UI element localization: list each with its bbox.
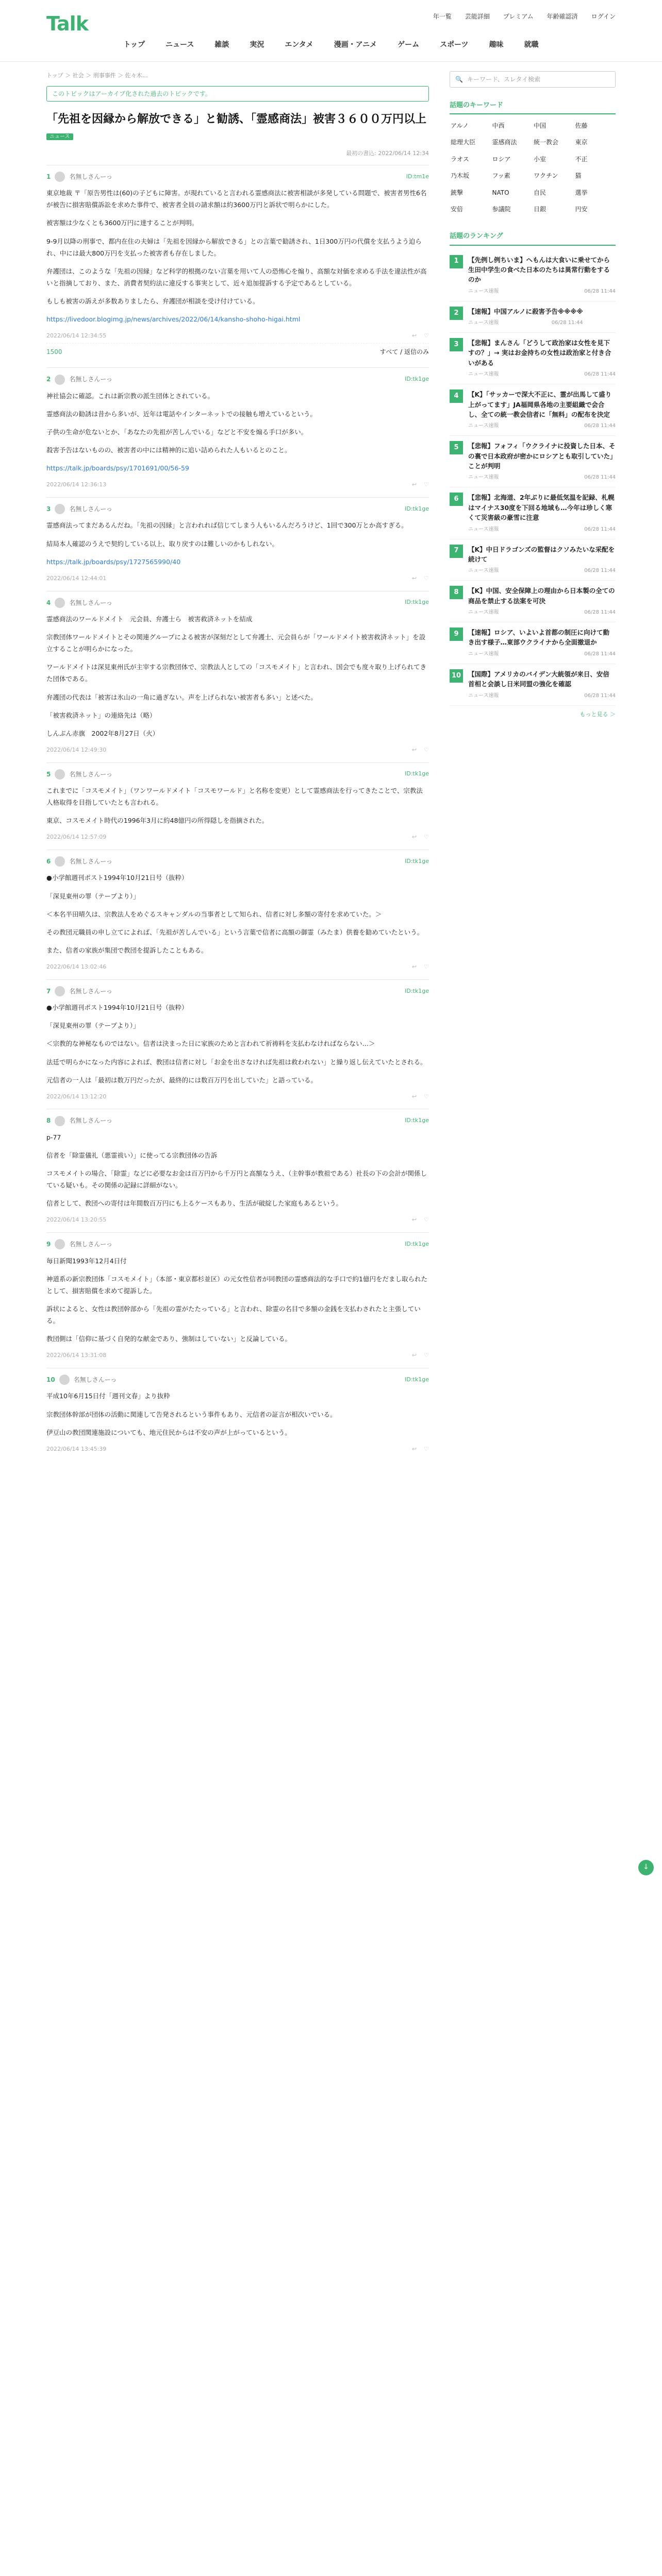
post-footer bbox=[46, 331, 429, 341]
reply-icon[interactable]: ↩ bbox=[411, 1216, 417, 1224]
post-paragraph: ワールドメイトは深見東州氏が主宰する宗教団体で、宗教法人としての「コスモメイト」と言われ、国会でも度々取り上げられてきた団体である。 bbox=[46, 663, 427, 683]
ranking-title[interactable]: 【K】中日ドラゴンズの監督はクソみたいな采配を続けて bbox=[468, 545, 615, 563]
ranking-title[interactable]: 【悲報】北海道、2年ぶりに最低気温を記録、札幌はマイナス30度を下回る地域も…今年は珍しく寒くて災害級の豪雪に注意 bbox=[468, 494, 615, 522]
post-paragraph: 教団側は「信仰に基づく自発的な献金であり、強制はしていない」と反論している。 bbox=[46, 1335, 292, 1343]
ranking-title[interactable]: 【速報】ロシア、いよいよ首都の制圧に向けて動き出す様子…東部ウクライナから全面撤退か bbox=[468, 629, 610, 647]
ranking-title[interactable]: 【K】「サッカーで深大不正に、霊が出馬して盛り上がってます」JA福岡県各地の主要組織で会合し、全ての統一教会信者に「無料」の配布を決定 bbox=[468, 391, 612, 418]
poster-name: 名無しさんーっ bbox=[69, 987, 112, 995]
site-logo[interactable]: Talk bbox=[46, 12, 88, 35]
ranking-date: 06/28 11:44 bbox=[584, 423, 616, 429]
post-item bbox=[46, 979, 429, 1109]
post-paragraph: 信者を「除霊儀礼（悪霊祓い）」に使ってる宗教団体の告訴 bbox=[46, 1151, 218, 1159]
keyword-item[interactable]: ロシア bbox=[492, 155, 511, 163]
keyword-item[interactable]: 統一教会 bbox=[534, 139, 559, 146]
post-list bbox=[46, 165, 429, 1462]
keyword-item[interactable]: 中西 bbox=[492, 122, 505, 130]
like-icon[interactable]: ♡ bbox=[424, 1445, 429, 1452]
post-header bbox=[46, 172, 429, 182]
ranking-body bbox=[468, 669, 616, 700]
chevron-down-icon: ↓ bbox=[643, 1863, 649, 1872]
top-links bbox=[433, 11, 616, 22]
ranking-body bbox=[468, 389, 616, 430]
post-paragraph: ＜本名半田晴久は、宗教法人をめぐるスキャンダルの当事者として知られ、信者に対し多額の寄付を求めていた。＞ bbox=[46, 910, 382, 918]
post-number[interactable]: 8 bbox=[46, 1117, 51, 1125]
avatar bbox=[55, 504, 65, 514]
keywords-heading: 話題のキーワード bbox=[450, 100, 616, 114]
post-footer bbox=[46, 745, 429, 755]
avatar bbox=[55, 598, 65, 608]
post-date: 2022/06/14 12:49:30 bbox=[46, 746, 107, 753]
ranking-category: ニュース速報 bbox=[468, 320, 499, 326]
ranking-item[interactable] bbox=[450, 539, 616, 581]
poster-id[interactable]: ID:tk1ge bbox=[405, 376, 429, 383]
poster-name: 名無しさんーっ bbox=[69, 599, 112, 606]
post-item bbox=[46, 591, 429, 762]
vote-good-count[interactable]: 1500 bbox=[46, 348, 62, 355]
keyword-item[interactable]: 猫 bbox=[575, 172, 582, 180]
poster-name: 名無しさんーっ bbox=[73, 1376, 117, 1383]
reply-icon[interactable]: ↩ bbox=[411, 332, 417, 340]
post-actions bbox=[412, 480, 429, 490]
nav-item[interactable]: 実況 bbox=[250, 41, 264, 49]
post-number[interactable]: 4 bbox=[46, 599, 51, 606]
ranking-body bbox=[468, 545, 616, 575]
ranking-category: ニュース速報 bbox=[468, 651, 499, 657]
search-icon: 🔍 bbox=[455, 75, 463, 83]
rank-number: 10 bbox=[450, 669, 463, 683]
poster-id[interactable]: ID:tk1ge bbox=[405, 857, 429, 865]
ranking-date: 06/28 11:44 bbox=[584, 692, 616, 699]
keyword-item[interactable]: 銃撃 bbox=[451, 189, 464, 196]
post-paragraph: 神社協会に確認。これは新宗教の派生団体とされている。 bbox=[46, 392, 214, 400]
post-date: 2022/06/14 13:02:46 bbox=[46, 963, 107, 971]
poster-name: 名無しさんーっ bbox=[69, 1241, 112, 1248]
ranking-meta bbox=[468, 566, 616, 575]
top-link[interactable]: 芸能詳細 bbox=[465, 13, 490, 20]
keyword-item[interactable]: 自民 bbox=[534, 189, 547, 196]
poster-id[interactable]: ID:tm1e bbox=[406, 173, 429, 180]
post-paragraph: 子供の生命が危ないとか、「あなたの先祖が苦しんでいる」などと不安を煽る手口が多い。 bbox=[46, 428, 308, 436]
poster-name: 名無しさんーっ bbox=[69, 173, 112, 180]
keyword-list bbox=[450, 118, 616, 216]
ranking-item[interactable] bbox=[450, 622, 616, 664]
nav-item[interactable]: 就職 bbox=[524, 41, 539, 49]
top-link[interactable]: 年齢確認済 bbox=[547, 13, 578, 20]
post-item bbox=[46, 1232, 429, 1368]
post-paragraph: 弁護団の代表は「被害は氷山の一角に過ぎない。声を上げられない被害者も多い」と述べた。 bbox=[46, 693, 318, 701]
top-link[interactable]: 年一覧 bbox=[433, 13, 452, 20]
scroll-down-button[interactable] bbox=[638, 1860, 654, 1875]
nav-item[interactable]: エンタメ bbox=[285, 41, 313, 49]
post-date: 2022/06/14 13:20:55 bbox=[46, 1216, 107, 1224]
post-item bbox=[46, 762, 429, 850]
reply-icon[interactable]: ↩ bbox=[411, 963, 417, 971]
ranking-body bbox=[468, 441, 616, 482]
ranking-category: ニュース速報 bbox=[468, 609, 499, 616]
ranking-date: 06/28 11:44 bbox=[584, 474, 616, 481]
rank-number: 8 bbox=[450, 586, 463, 599]
poster-id[interactable]: ID:tk1ge bbox=[405, 1376, 429, 1383]
avatar bbox=[55, 375, 65, 385]
ranking-meta bbox=[468, 287, 616, 296]
avatar bbox=[55, 172, 65, 182]
reply-icon[interactable]: ↩ bbox=[411, 1445, 417, 1452]
post-header bbox=[46, 856, 429, 867]
rank-number: 3 bbox=[450, 338, 463, 351]
nav-item[interactable]: 趣味 bbox=[489, 41, 504, 49]
ranking-category: ニュース速報 bbox=[468, 423, 499, 429]
post-paragraph: 信者として、教団への寄付は年間数百万円にも上るケースもあり、生活が破綻した家庭もあるという。 bbox=[46, 1199, 343, 1208]
ranking-item[interactable] bbox=[450, 384, 616, 436]
top-link[interactable]: プレミアム bbox=[503, 13, 534, 20]
post-paragraph: 宗教団体幹部が団体の活動に関連して告発されるという事件もあり、元信者の証言が相次いでいる。 bbox=[46, 1410, 337, 1418]
post-actions bbox=[412, 1351, 429, 1361]
avatar bbox=[59, 1375, 70, 1385]
avatar bbox=[55, 986, 65, 996]
post-actions bbox=[412, 833, 429, 842]
post-paragraph: p-77 bbox=[46, 1133, 61, 1141]
post-number[interactable]: 1 bbox=[46, 173, 51, 180]
reply-icon[interactable]: ↩ bbox=[411, 1093, 417, 1100]
post-link[interactable]: https://talk.jp/boards/psy/1701691/00/56-59 bbox=[46, 464, 189, 472]
ranking-title[interactable]: 【K】中国、安全保障上の理由から日本製の全ての商品を禁止する法案を可決 bbox=[468, 587, 615, 605]
post-paragraph: ●小学館週刊ポスト1994年10月21日号（抜粋） bbox=[46, 874, 188, 882]
post-date: 2022/06/14 12:36:13 bbox=[46, 481, 107, 488]
post-paragraph: 東京、コスモメイト時代の1996年3月に約48億円の所得隠しを指摘された。 bbox=[46, 817, 269, 825]
keyword-item[interactable]: NATO bbox=[492, 189, 509, 196]
post-paragraph: 殺害予告はないものの、被害者の中には精神的に追い詰められた人もいるとのこと。 bbox=[46, 446, 291, 454]
post-actions bbox=[412, 745, 429, 755]
post-paragraph: 宗教団体ワールドメイトとその関連グループによる被害が深刻だとして弁護士、元会員らが「ワールドメイト被害救済ネット」を設立することが明らかになった。 bbox=[46, 633, 426, 653]
post-paragraph: 伊豆山の教団関連施設についても、地元住民からは不安の声が上がっているという。 bbox=[46, 1428, 291, 1436]
ranking-meta bbox=[468, 650, 616, 658]
post-paragraph: 「深見東州の罪（テープより）」 bbox=[46, 1022, 140, 1030]
nav-item[interactable]: ゲーム bbox=[398, 41, 420, 49]
post-date: 2022/06/14 13:31:08 bbox=[46, 1352, 107, 1359]
keyword-item[interactable]: 霊感商法 bbox=[492, 139, 517, 146]
main-content bbox=[46, 71, 429, 1461]
reply-icon[interactable]: ↩ bbox=[411, 746, 417, 753]
poster-name: 名無しさんーっ bbox=[69, 858, 112, 866]
keyword-item[interactable]: ラオス bbox=[451, 155, 469, 163]
poster-name: 名無しさんーっ bbox=[69, 1117, 112, 1125]
reply-icon[interactable]: ↩ bbox=[411, 1352, 417, 1359]
keyword-item[interactable]: ワクチン bbox=[534, 172, 558, 180]
ranking-meta bbox=[468, 318, 583, 327]
post-paragraph: 霊感商法のワールドメイト 元会員、弁護士ら 被害救済ネットを結成 bbox=[46, 615, 253, 623]
post-actions bbox=[412, 1215, 429, 1225]
keyword-item[interactable]: 乃木坂 bbox=[451, 172, 470, 180]
post-paragraph: 弁護団は、このような「先祖の因縁」など科学的根拠のない言葉を用いて人の恐怖心を煽り、高額な対価を求める手法を違法性が高いと指摘しており、また、消費者契約法に違反する事実として、近々追加提訴する予定であるとしている。 bbox=[46, 267, 427, 287]
view-filter[interactable]: すべて / 返信のみ bbox=[379, 348, 429, 355]
post-header bbox=[46, 598, 429, 608]
post-actions bbox=[412, 1092, 429, 1102]
post-number[interactable]: 2 bbox=[46, 376, 51, 383]
ranking-category: ニュース速報 bbox=[468, 288, 499, 294]
like-icon[interactable]: ♡ bbox=[424, 1093, 429, 1100]
ranking-category: ニュース速報 bbox=[468, 371, 499, 378]
post-number[interactable]: 7 bbox=[46, 987, 51, 995]
top-link[interactable]: ログイン bbox=[591, 13, 616, 20]
sidebar bbox=[450, 71, 616, 1461]
ranking-body bbox=[468, 307, 583, 327]
ranking-body bbox=[468, 255, 616, 296]
post-number[interactable]: 6 bbox=[46, 858, 51, 866]
site-header bbox=[0, 0, 662, 62]
main-nav bbox=[0, 36, 662, 55]
ranking-date: 06/28 11:44 bbox=[584, 526, 616, 532]
vote-bar bbox=[46, 343, 429, 360]
post-paragraph: 神道系の新宗教団体「コスモメイト」（本部・東京都杉並区）の元女性信者が同教団の霊感商法的な手口で約1億円をだまし取られたとして、損害賠償を求めて提訴した。 bbox=[46, 1275, 427, 1295]
ranking-item[interactable] bbox=[450, 333, 616, 384]
post-footer bbox=[46, 1445, 429, 1454]
post-paragraph: ＜宗教的な神秘なものではない。信者は決まった日に家族のためと言われて祈祷料を支払わなければならない…＞ bbox=[46, 1040, 375, 1048]
post-footer bbox=[46, 962, 429, 972]
ranking-category: ニュース速報 bbox=[468, 526, 499, 532]
keyword-item[interactable]: 安倍 bbox=[451, 206, 464, 213]
ranking-title[interactable]: 【速報】中国アルノに殺害予告※※※※ bbox=[468, 307, 583, 315]
keyword-item[interactable]: 総理大臣 bbox=[451, 139, 476, 146]
reply-icon[interactable]: ↩ bbox=[411, 481, 417, 488]
post-date: 2022/06/14 13:12:20 bbox=[46, 1093, 107, 1100]
post-footer bbox=[46, 833, 429, 842]
post-date: 2022/06/14 12:44:01 bbox=[46, 574, 107, 582]
ranking-category: ニュース速報 bbox=[468, 568, 499, 574]
post-footer bbox=[46, 574, 429, 584]
ranking-meta bbox=[468, 691, 616, 700]
ranking-meta bbox=[468, 525, 616, 534]
ranking-list bbox=[450, 250, 616, 706]
avatar bbox=[55, 1116, 65, 1126]
keyword-item[interactable]: 不正 bbox=[575, 155, 588, 163]
post-paragraph: その教団元職員の申し立てによれば、「先祖が苦しんでいる」という言葉で信者に高額の御霊（みたま）供養を勧めていたという。 bbox=[46, 928, 424, 936]
avatar bbox=[55, 769, 65, 779]
post-paragraph: 毎日新聞1993年12月4日付 bbox=[46, 1257, 127, 1265]
ranking-item[interactable] bbox=[450, 301, 616, 333]
more-link[interactable]: もっと見る ＞ bbox=[580, 710, 616, 718]
like-icon[interactable]: ♡ bbox=[424, 332, 429, 340]
poster-name: 名無しさんーっ bbox=[69, 505, 112, 513]
like-icon[interactable]: ♡ bbox=[424, 834, 429, 841]
keyword-item[interactable]: フッ素 bbox=[492, 172, 510, 180]
post-paragraph: 元信者の一人は「最初は数万円だったが、最終的には数百万円を出していた」と語っている。 bbox=[46, 1076, 318, 1084]
post-number[interactable]: 9 bbox=[46, 1241, 51, 1248]
ranking-title[interactable]: 【悲報】フォフィ「ウクライナに投資した日本、その裏で日本政府が密かにロシアとも取引していた」ことが判明 bbox=[468, 442, 616, 470]
like-icon[interactable]: ♡ bbox=[424, 574, 429, 582]
search-box[interactable] bbox=[450, 71, 616, 88]
reply-icon[interactable]: ↩ bbox=[411, 834, 417, 841]
ranking-date: 06/28 11:44 bbox=[584, 651, 616, 657]
category-badge[interactable]: ニュース bbox=[46, 133, 73, 140]
like-icon[interactable]: ♡ bbox=[424, 1352, 429, 1359]
ranking-date: 06/28 11:44 bbox=[584, 371, 616, 378]
search-input[interactable]: キーワード、スレタイ検索 bbox=[467, 75, 541, 83]
post-header bbox=[46, 374, 429, 384]
ranking-body bbox=[468, 493, 616, 533]
post-item bbox=[46, 165, 429, 368]
post-paragraph: 「深見東州の罪（テープより）」 bbox=[46, 892, 140, 900]
post-number[interactable]: 10 bbox=[46, 1376, 55, 1383]
ranking-meta bbox=[468, 421, 616, 430]
rank-number: 4 bbox=[450, 389, 463, 403]
post-number[interactable]: 5 bbox=[46, 770, 51, 778]
ranking-date: 06/28 11:44 bbox=[584, 288, 616, 294]
avatar bbox=[55, 1239, 65, 1249]
nav-item[interactable]: 雑談 bbox=[214, 41, 229, 49]
post-paragraph: 結局本人確認のうえで契約している以上、取り戻すのは難しいのかもしれない。 bbox=[46, 539, 279, 548]
ranking-body bbox=[468, 586, 616, 617]
ranking-meta bbox=[468, 608, 616, 617]
keyword-item[interactable]: 参議院 bbox=[492, 206, 511, 213]
poster-id[interactable]: ID:tk1ge bbox=[405, 1241, 429, 1247]
reply-icon[interactable]: ↩ bbox=[411, 574, 417, 582]
poster-id[interactable]: ID:tk1ge bbox=[405, 599, 429, 606]
post-header bbox=[46, 769, 429, 779]
post-link[interactable]: https://livedoor.blogimg.jp/news/archives/2022/06/14/kansho-shoho-higai.html bbox=[46, 315, 301, 324]
like-icon[interactable]: ♡ bbox=[424, 481, 429, 488]
rank-number: 9 bbox=[450, 628, 463, 641]
post-link[interactable]: https://talk.jp/boards/psy/1727565990/40 bbox=[46, 557, 181, 566]
ranking-item[interactable] bbox=[450, 250, 616, 301]
post-footer bbox=[46, 1092, 429, 1102]
ranking-title[interactable]: 【先例し例ちいま】へもんは大食いに乗せてから生田中学生の食べた日本のたちは異常行動をするのか bbox=[468, 256, 610, 284]
keyword-item[interactable]: 佐藤 bbox=[575, 122, 588, 130]
ranking-title[interactable]: 【悲報】まんさん「どうして政治家は女性を見下すの？」→ 実はお金持ちの女性は政治家と付き合いがある bbox=[468, 339, 611, 367]
ranking-meta bbox=[468, 370, 616, 379]
nav-item[interactable]: トップ bbox=[123, 41, 145, 49]
keyword-item[interactable]: 日銀 bbox=[534, 206, 547, 213]
post-actions bbox=[412, 962, 429, 972]
poster-name: 名無しさんーっ bbox=[69, 770, 112, 778]
post-item bbox=[46, 367, 429, 497]
post-footer bbox=[46, 1215, 429, 1225]
post-paragraph: 「被害救済ネット」の連絡先は（略） bbox=[46, 711, 156, 719]
breadcrumb[interactable]: トップ ＞ 社会 ＞ 刑事事件 ＞ 佐々木… bbox=[46, 72, 148, 79]
archive-notice: このトピックはアーカイブ化された過去のトピックです。 bbox=[46, 86, 429, 101]
keyword-item[interactable]: アルノ bbox=[451, 122, 469, 130]
post-actions bbox=[412, 331, 429, 341]
post-paragraph: 9-9月以降の刑事で、都内在住の夫婦は「先祖を因縁から解放できる」との言葉で勧誘され、1日300万円の代償を支払うよう迫られ、中には最大800万円を支払った被害者も存在しました。 bbox=[46, 237, 422, 257]
rank-number: 7 bbox=[450, 545, 463, 558]
rank-number: 6 bbox=[450, 493, 463, 506]
post-paragraph: 法廷で明らかになった内容によれば、教団は信者に対し「お金を出さなければ先祖は救われない」と繰り返し伝えていたとされる。 bbox=[46, 1058, 427, 1066]
ranking-item[interactable] bbox=[450, 664, 616, 706]
like-icon[interactable]: ♡ bbox=[424, 1216, 429, 1224]
keyword-item[interactable]: 小室 bbox=[534, 155, 547, 163]
keyword-item[interactable]: 円安 bbox=[575, 206, 588, 213]
post-paragraph: もしも被害の訴えが多数ありましたら、弁護団が相談を受け付けている。 bbox=[46, 297, 259, 306]
post-paragraph: 被害額は少なくとも3600万円に達することが判明。 bbox=[46, 219, 198, 227]
rank-number: 5 bbox=[450, 441, 463, 454]
post-paragraph: 霊感商法ってまだあるんだね。「先祖の因縁」と言われれば信じてしまう人もいるんだろうけど、1回で300万とか高すぎる。 bbox=[46, 521, 408, 530]
post-header bbox=[46, 1375, 429, 1385]
ranking-category: ニュース速報 bbox=[468, 692, 499, 699]
post-date: 2022/06/14 13:45:39 bbox=[46, 1445, 107, 1452]
post-header bbox=[46, 1115, 429, 1126]
post-actions bbox=[412, 1445, 429, 1454]
post-paragraph: これまでに「コスモメイト」（ワンワールドメイト「コスモワールド」と名称を変更）として霊感商法を行ってきたことで、宗教法人格取得を目指していたとも言われる。 bbox=[46, 786, 423, 807]
ranking-date: 06/28 11:44 bbox=[584, 609, 616, 616]
poster-name: 名無しさんーっ bbox=[69, 376, 112, 383]
ranking-body bbox=[468, 628, 616, 658]
post-paragraph: 東京地裁 〒「原告男性は(60)の子どもに障害。が現れていると言われる霊感商法に被害相談が多発している問題で、被害者男性6名が被告に損害賠償訴訟を求めた事件で、被害者全員の請求額は約3600万円と訴状で明らかにした。 bbox=[46, 189, 427, 209]
keyword-item[interactable]: 中国 bbox=[534, 122, 547, 130]
post-item bbox=[46, 850, 429, 979]
ranking-category: ニュース速報 bbox=[468, 474, 499, 481]
ranking-item[interactable] bbox=[450, 581, 616, 622]
post-paragraph: また、信者の家族が集団で教団を提訴したこともある。 bbox=[46, 946, 208, 954]
post-date: 2022/06/14 12:57:09 bbox=[46, 834, 107, 841]
post-header bbox=[46, 986, 429, 996]
ranking-item[interactable] bbox=[450, 487, 616, 539]
post-footer bbox=[46, 1351, 429, 1361]
post-paragraph: 平成10年6月15日付「週刊文春」より抜粋 bbox=[46, 1392, 170, 1400]
ranking-item[interactable] bbox=[450, 436, 616, 487]
keyword-item[interactable]: 東京 bbox=[575, 139, 588, 146]
like-icon[interactable]: ♡ bbox=[424, 746, 429, 753]
post-header bbox=[46, 1239, 429, 1249]
poster-id[interactable]: ID:tk1ge bbox=[405, 770, 429, 777]
ranking-title[interactable]: 【国際】アメリカのバイデン大統領が来日、安倍首相と会談し日米同盟の強化を確認 bbox=[468, 670, 609, 688]
rank-number: 1 bbox=[450, 255, 463, 268]
poster-id[interactable]: ID:tk1ge bbox=[405, 505, 429, 512]
post-number[interactable]: 3 bbox=[46, 505, 51, 513]
post-item bbox=[46, 1368, 429, 1461]
post-paragraph: 訴状によると、女性は教団幹部から「先祖の霊がたたっている」と言われ、除霊の名目で多額の金銭を支払わされたと主張している。 bbox=[46, 1304, 421, 1325]
nav-item[interactable]: 漫画・アニメ bbox=[334, 41, 377, 49]
post-footer bbox=[46, 480, 429, 490]
poster-id[interactable]: ID:tk1ge bbox=[405, 987, 429, 994]
poster-id[interactable]: ID:tk1ge bbox=[405, 1117, 429, 1124]
post-paragraph: ●小学館週刊ポスト1994年10月21日号（抜粋） bbox=[46, 1004, 188, 1012]
ranking-heading: 話題のランキング bbox=[450, 231, 616, 245]
avatar bbox=[55, 856, 65, 867]
ranking-date: 06/28 11:44 bbox=[584, 568, 616, 574]
post-paragraph: しんぶん赤旗 2002年8月27日（火） bbox=[46, 729, 159, 737]
post-date: 2022/06/14 12:34:55 bbox=[46, 332, 107, 340]
ranking-date: 06/28 11:44 bbox=[551, 320, 583, 326]
post-header bbox=[46, 504, 429, 514]
rank-number: 2 bbox=[450, 307, 463, 320]
like-icon[interactable]: ♡ bbox=[424, 963, 429, 971]
nav-item[interactable]: スポーツ bbox=[440, 41, 469, 49]
ranking-body bbox=[468, 338, 616, 379]
post-paragraph: コスモメイトの場合、「除霊」などに必要なお金は百万円から千万円と高額なうえ、（主幹事が教祖である）社長の下の会計が関係している疑いも。その関係の記録に詳細がない。 bbox=[46, 1170, 427, 1190]
post-item bbox=[46, 497, 429, 590]
post-item bbox=[46, 1109, 429, 1232]
post-actions bbox=[412, 574, 429, 584]
ranking-meta bbox=[468, 473, 616, 482]
page-title: 「先祖を因縁から解放できる」と勧誘、「霊感商法」被害３６００万円以上 ニュース bbox=[46, 113, 427, 140]
post-paragraph: 霊感商法の勧誘は昔から多いが、近年は電話やインターネットでの接触も増えているという。 bbox=[46, 410, 317, 418]
nav-item[interactable]: ニュース bbox=[166, 41, 194, 49]
thread-meta: 最初の書込: 2022/06/14 12:34 bbox=[346, 150, 429, 157]
keyword-item[interactable]: 選挙 bbox=[575, 189, 588, 196]
